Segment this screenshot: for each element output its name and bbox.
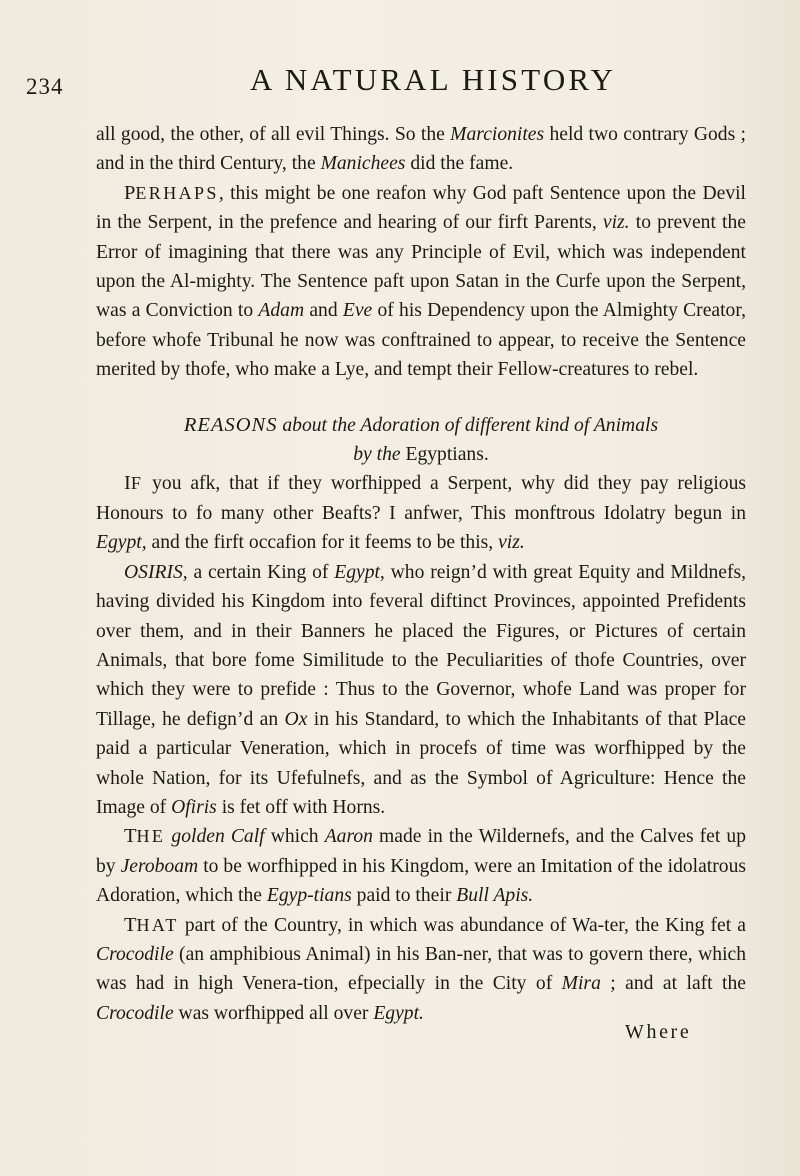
- page-number: 234: [26, 74, 64, 99]
- paragraph-1: all good, the other, of all evil Things. So the Marcionites held two contrary Gods ; and in the third Century, the Manichees did the fame.: [96, 124, 746, 175]
- body-text: [96, 120, 746, 1028]
- section-heading: REASONS about the Adoration of different kind of Animals: [183, 413, 659, 436]
- paragraph-2: PERHAPS, this might be one reafon why God paft Sentence upon the Devil in the Serpent, in the prefence and hearing of our firft Parents, viz. to prevent the Error of imagining that there was any Principle of Evil, which was independent upon the Al-mighty. The Sentence paft upon Satan in the Curfe upon the Serpent, was a Conviction to Adam and Eve of his Dependency upon the Almighty Creator, before whofe Tribunal he now was conftrained to appear, to receive the Sentence merited by thofe, who make a Lye, and tempt their Fellow-creatures to rebel.: [96, 181, 746, 381]
- paragraph-5: THE golden Calf which Aaron made in the Wildernefs, and the Calves fet up by Jeroboam to be worfhipped in his Kingdom, were an Imitation of the idolatrous Adoration, which the Egyp-tians paid to their Bull Apis.: [96, 825, 747, 907]
- catchword: Where: [625, 1021, 692, 1043]
- section-heading-line-2: by the Egyptians.: [353, 444, 489, 466]
- running-head: A NATURAL HISTORY: [250, 62, 617, 97]
- paragraph-6: THAT part of the Country, in which was abundance of Wa-ter, the King fet a Crocodile (an amphibious Animal) in his Ban-ner, that was to govern there, which was had in high Venera-tion, efpecially in the City of Mira ; and at laft the Crocodile was worfhipped all over Egypt.: [96, 913, 746, 1024]
- paragraph-4: OSIRIS, a certain King of Egypt, who reign’d with great Equity and Mildnefs, having divided his Kingdom into feveral diftinct Provinces, appointed Prefidents over them, and in their Banners he placed the Figures, or Pictures of certain Animals, that bore fome Similitude to the Peculiarities of thofe Countries, over which they were to prefide : Thus to the Governor, whofe Land was proper for Tillage, he defign’d an Ox in his Standard, to which the Inhabitants of that Place paid a particular Veneration, which in procefs of time was worfhipped by the whole Nation, for its Ufefulnefs, and as the Symbol of Agriculture: Hence the Image of Ofiris is fet off with Horns.: [96, 561, 747, 818]
- paragraph-3: IF you afk, that if they worfhipped a Serpent, why did they pay religious Honours to fo many other Beafts? I anfwer, This monftrous Idolatry begun in Egypt, and the firft occafion for it feems to be this, viz.: [96, 472, 746, 554]
